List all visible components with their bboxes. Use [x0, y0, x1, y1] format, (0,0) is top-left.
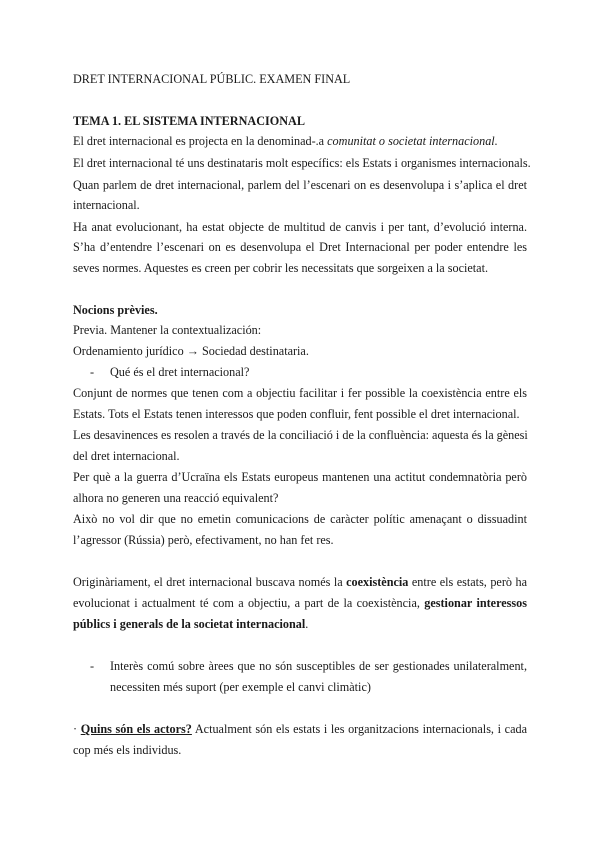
- paragraph-line: alhora no generen una reacció equivalent?: [73, 491, 279, 505]
- paragraph-line: Per què a la guerra d’Ucraïna els Estats europeus mantenen una actitut condemnatòria però: [73, 470, 527, 484]
- text-span: El dret internacional es projecta en la denominad-.a: [73, 134, 328, 148]
- paragraph-line: cop més els individus.: [73, 743, 182, 757]
- paragraph-line: [73, 132, 527, 150]
- paragraph-line: [73, 342, 527, 360]
- document-header: DRET INTERNACIONAL PÚBLIC. EXAMEN FINAL: [73, 72, 351, 86]
- dot-bullet-icon: ·: [73, 722, 78, 736]
- actors-question: Quins són els actors?: [80, 722, 192, 736]
- paragraph-line: Les desavinences es resolen a través de la conciliació i de la confluència: aquesta és la gènesi: [73, 428, 528, 442]
- text-span: Originàriament, el dret internacional buscava només la: [73, 575, 347, 589]
- paragraph-line: del dret internacional.: [73, 449, 180, 463]
- bold-term: gestionar interessos: [424, 596, 527, 610]
- paragraph-line: [73, 594, 527, 612]
- text-span: .: [305, 617, 309, 631]
- paragraph-line: Ha anat evolucionant, ha estat objecte de multitud de canvis i per tant, d’evolució interna.: [73, 220, 527, 234]
- section-title: TEMA 1. EL SISTEMA INTERNACIONAL: [73, 114, 305, 128]
- dash-bullet-icon: -: [90, 659, 95, 673]
- text-span: Actualment són els estats i les organitzacions internacionals, i cada: [191, 722, 527, 736]
- text-span: Ordenamiento jurídico: [73, 344, 184, 358]
- subsection-title: Nocions prèvies.: [73, 303, 158, 317]
- paragraph-line: Previa. Mantener la contextualización:: [73, 323, 262, 337]
- paragraph-line: [73, 573, 527, 591]
- paragraph-line: Estats. Tots el Estats tenen interessos que poden confluir, fent possible el dret internacional.: [73, 407, 520, 421]
- paragraph-line: [73, 615, 527, 633]
- paragraph-line: El dret internacional té uns destinataris molt específics: els Estats i organismes internacionals.: [73, 156, 531, 170]
- paragraph-line: S’ha d’entendre l’escenari on es desenvolupa el Dret Internacional per poder entendre les: [73, 240, 527, 254]
- bullet-item: Interès comú sobre àrees que no són susceptibles de ser gestionades unilateralment,: [110, 659, 527, 673]
- bullet-item: Qué és el dret internacional?: [110, 365, 250, 379]
- text-span: evolucionat i actualment té com a objectiu, a part de la coexistència,: [73, 596, 425, 610]
- paragraph-line: seves normes. Aquestes es creen per cobrir les necessitats que sorgeixen a la societat.: [73, 261, 489, 275]
- paragraph-line: Quan parlem de dret internacional, parlem del l’escenari on es desenvolupa i s’aplica el dret: [73, 178, 527, 192]
- text-span: entre els estats, però ha: [408, 575, 527, 589]
- italic-term: comunitat o societat internacional.: [327, 134, 498, 148]
- paragraph-line: Això no vol dir que no emetin comunicacions de caràcter polític amenaçant o dissuadint: [73, 512, 527, 526]
- dash-bullet-icon: -: [90, 365, 95, 379]
- paragraph-line: internacional.: [73, 198, 140, 212]
- bold-term: coexistència: [346, 575, 409, 589]
- paragraph-line: l’agressor (Rússia) però, efectivament, no han fet res.: [73, 533, 334, 547]
- bold-term: públics i generals de la societat internacional: [73, 617, 306, 631]
- paragraph-line: [73, 720, 527, 738]
- paragraph-line: Conjunt de normes que tenen com a objectiu facilitar i fer possible la coexistència entre els: [73, 386, 527, 400]
- bullet-item-continuation: necessiten més suport (per exemple el canvi climàtic): [110, 680, 371, 694]
- arrow-icon: →: [186, 344, 199, 358]
- text-span: Sociedad destinataria.: [201, 344, 309, 358]
